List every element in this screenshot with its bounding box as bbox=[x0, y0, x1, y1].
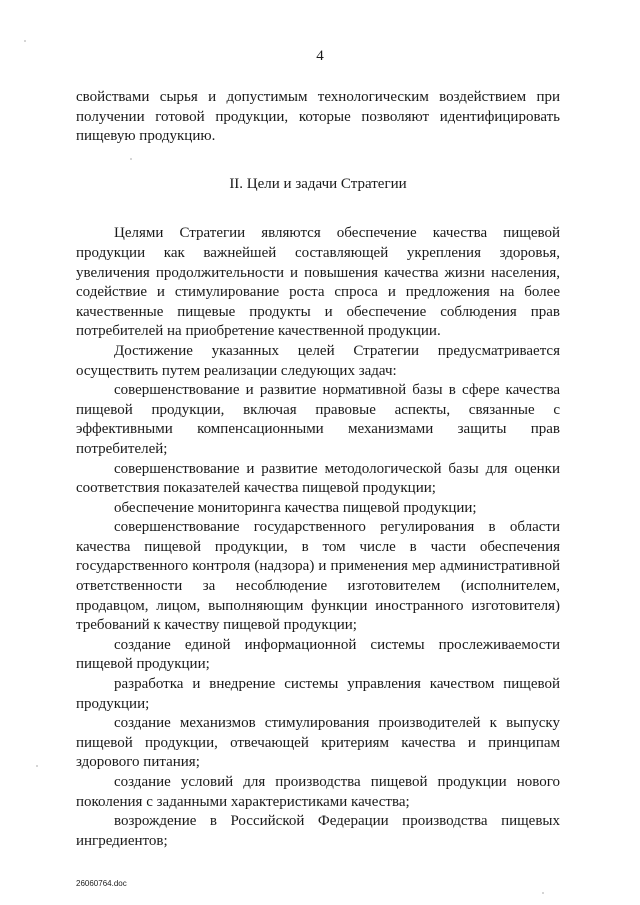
task-item: разработка и внедрение системы управления качеством пищевой продукции; bbox=[76, 676, 560, 712]
scan-speck bbox=[36, 765, 38, 767]
document-body bbox=[76, 88, 560, 851]
page-number: 4 bbox=[316, 48, 324, 64]
task-item: совершенствование и развитие нормативной базы в сфере качества пищевой продукции, включая правовые аспекты, связанные с эффективными компенсационными механизмами защиты прав потребителей; bbox=[76, 382, 560, 457]
paragraph-tasks-intro: Достижение указанных целей Стратегии предусматривается осуществить путем реализации следующих задач: bbox=[76, 342, 560, 379]
scan-speck bbox=[542, 892, 544, 894]
scan-speck bbox=[130, 158, 132, 160]
paragraph-goals: Целями Стратегии являются обеспечение качества пищевой продукции как важнейшей составляющей укрепления здоровья, увеличения продолжительности и повышения качества жизни населения, содействие и стимулирование роста спроса и предложения на более качественные пищевые продукты и обеспечение соблюдения прав потребителей на приобретение качественной продукции. bbox=[76, 225, 560, 340]
task-item: создание условий для производства пищевой продукции нового поколения с заданными характеристиками качества; bbox=[76, 774, 560, 810]
task-item: совершенствование государственного регулирования в области качества пищевой продукции, в том числе в части обеспечения государственного контроля (надзора) и применения мер административной ответственности за несоблюдение изготовителем (исполнителем, продавцом, лицом, выполняющим функции иностранного изготовителя) требований к качеству пищевой продукции; bbox=[76, 519, 560, 634]
task-item: обеспечение мониторинга качества пищевой продукции; bbox=[114, 499, 477, 516]
intro-paragraph: свойствами сырья и допустимым технологическим воздействием при получении готовой продукции, которые позволяют идентифицировать пищевую продукцию. bbox=[76, 89, 560, 145]
task-item: совершенствование и развитие методологической базы для оценки соответствия показателей качества пищевой продукции; bbox=[76, 460, 560, 497]
task-item: создание единой информационной системы прослеживаемости пищевой продукции; bbox=[76, 636, 560, 673]
task-item: создание механизмов стимулирования производителей к выпуску пищевой продукции, отвечающей критериям качества и принципам здорового питания; bbox=[76, 715, 560, 771]
section-heading: II. Цели и задачи Стратегии bbox=[229, 175, 407, 192]
scan-speck bbox=[24, 40, 26, 42]
file-name-footer: 26060764.doc bbox=[76, 879, 127, 888]
task-item: возрождение в Российской Федерации производства пищевых ингредиентов; bbox=[76, 813, 560, 849]
